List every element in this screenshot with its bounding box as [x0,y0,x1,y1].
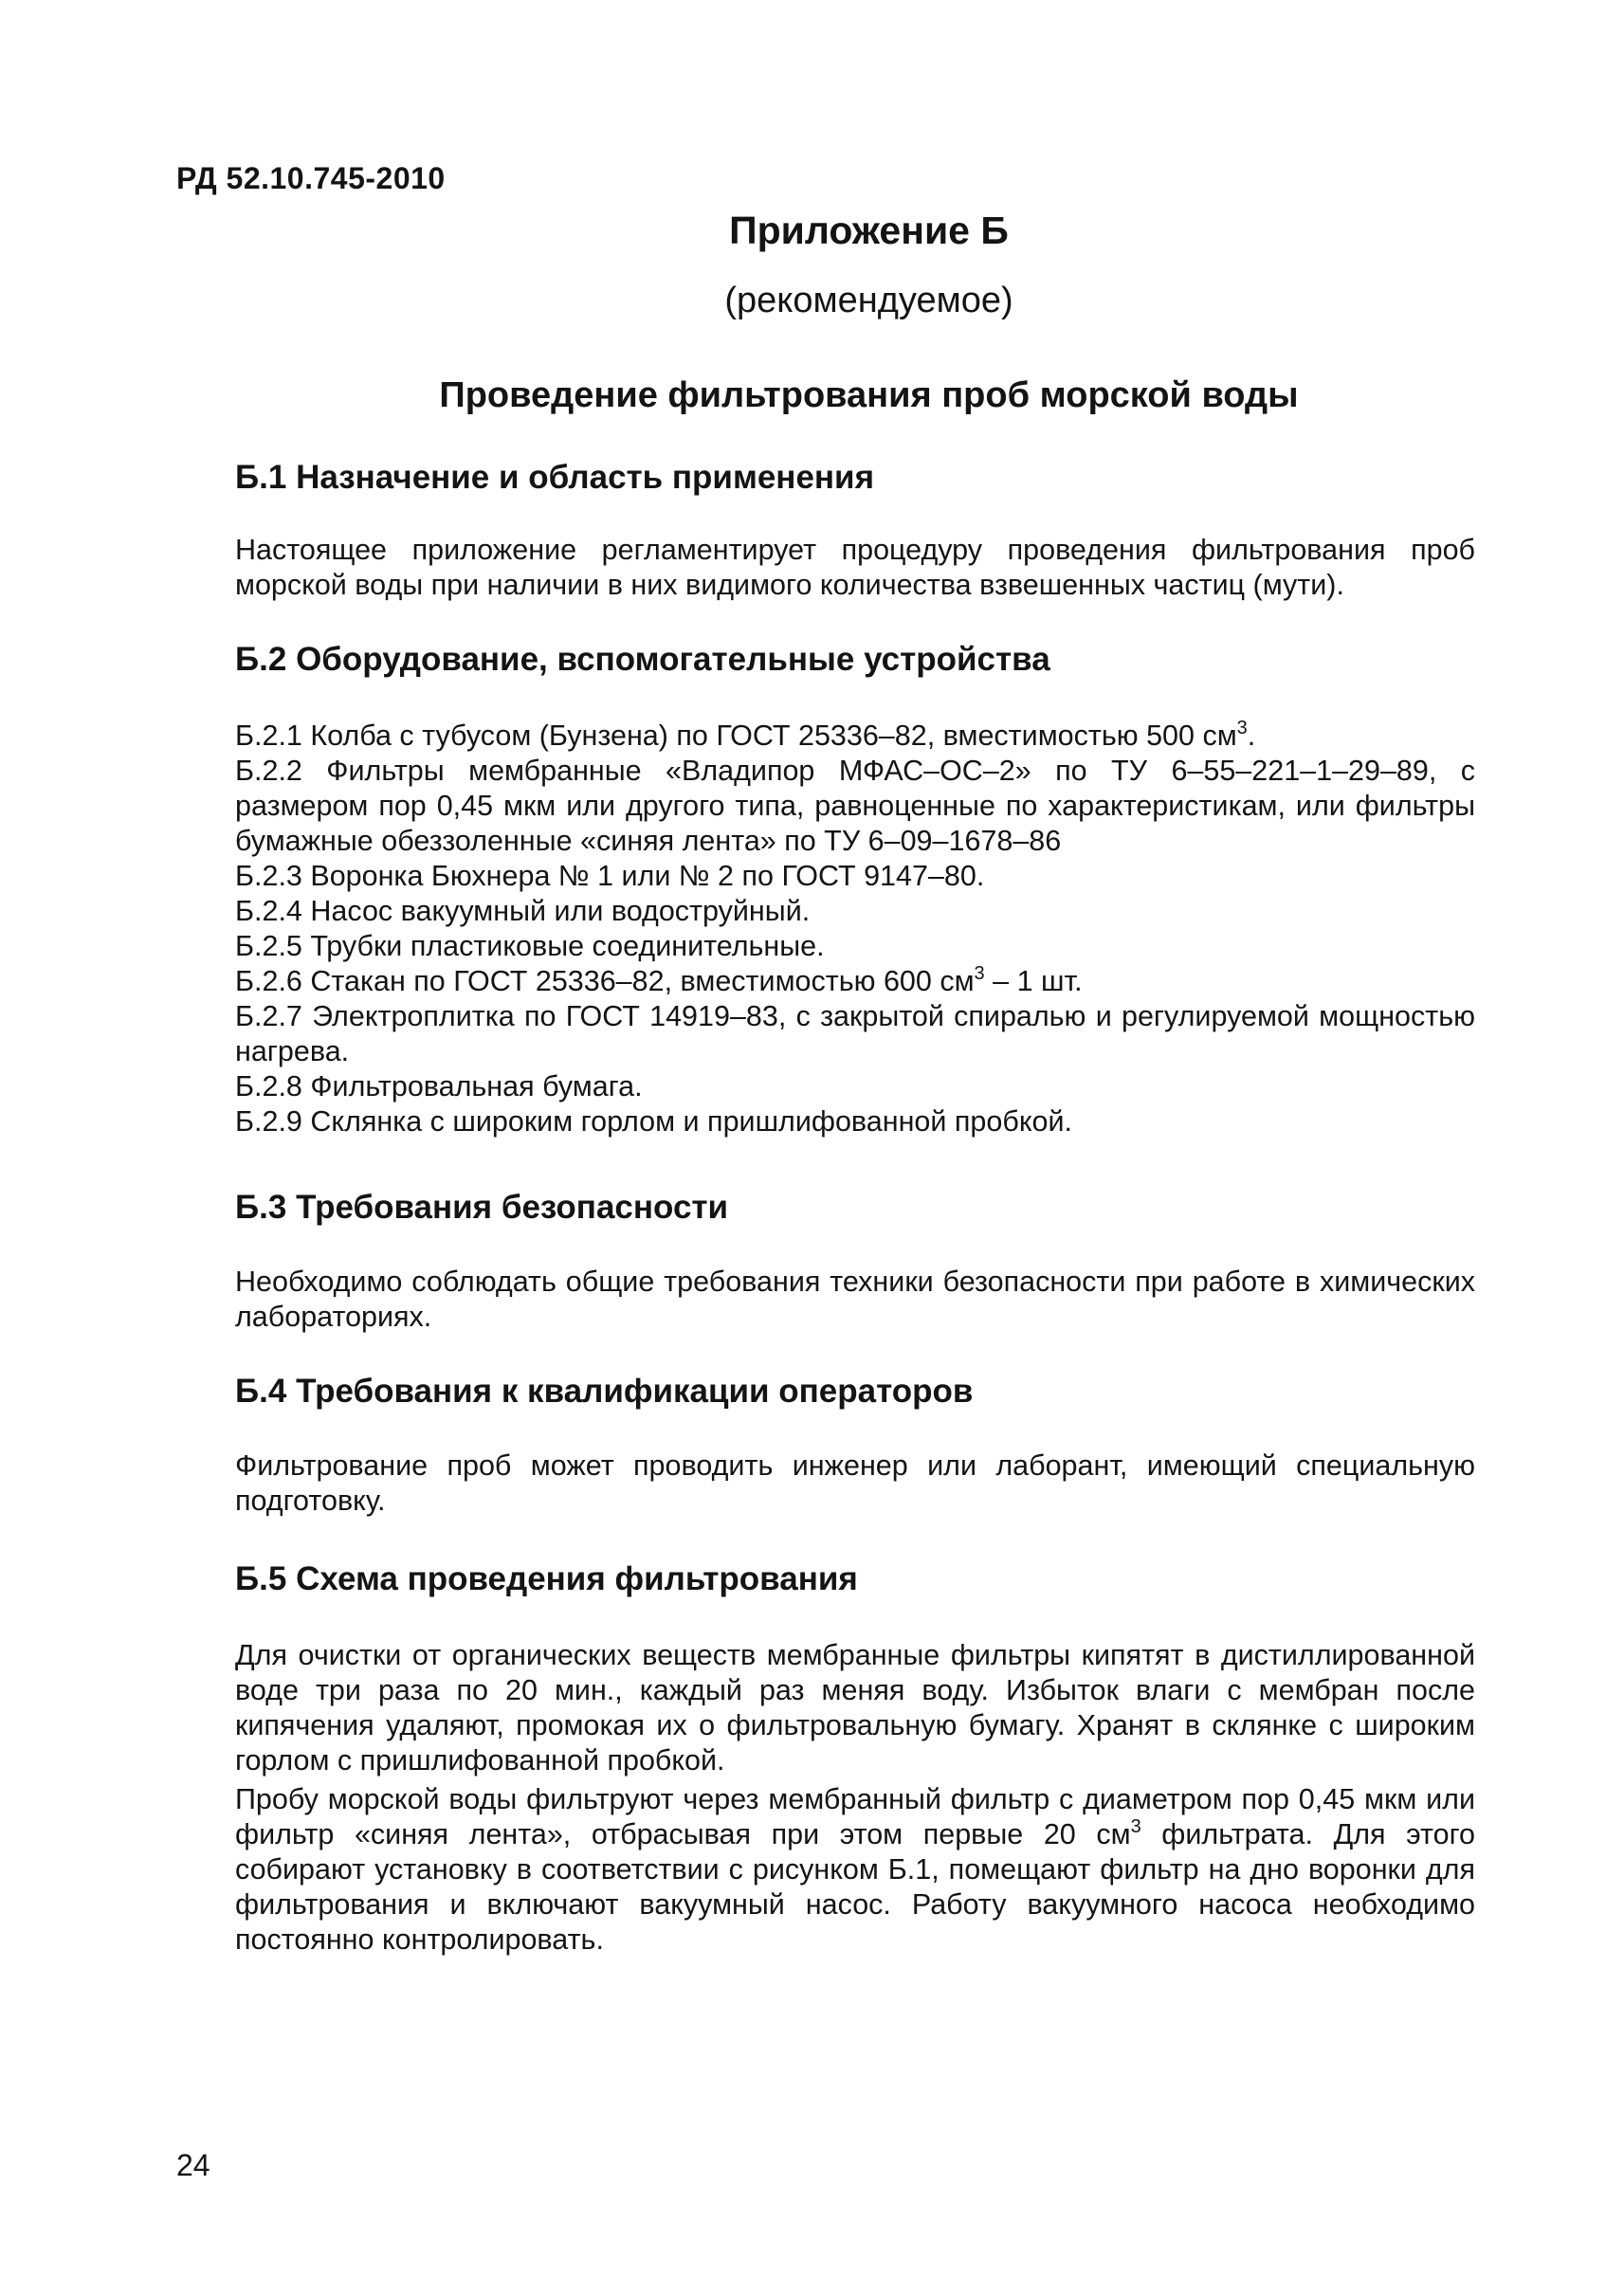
equipment-list [235,719,1475,1139]
section-text-b5-p2: Пробу морской воды фильтруют через мембранный фильтр с диаметром пор 0,45 мкм или фильтр «синяя лента», отбрасывая при этом первые 20 $см^3$ фильтрата. Для этого собирают установку в соответствии с рисунком Б.1, помещают фильтр на дно воронки для фильтрования и включают вакуумный насос. Работу вакуумного насоса необходимо постоянно контролировать. [235,1783,1476,1956]
list-item: Б.2.9 Склянка с широким горлом и пришлифованной пробкой. [235,1105,1072,1138]
list-item: Б.2.7 Электроплитка по ГОСТ 14919–83, с закрытой спиралью и регулируемой мощностью нагрева. [235,1000,1475,1067]
section-heading-b4: Б.4 Требования к квалификации операторов [235,1373,974,1410]
list-item: Б.2.6 Стакан по ГОСТ 25336–82, вместимостью 600 $см^3 - 1$ шт. [235,963,1083,997]
list-item: Б.2.1 Колба с тубусом (Бунзена) по ГОСТ 25336–82, вместимостью 500 $см^3$. [235,718,1256,752]
appendix-type: (рекомендуемое) [724,281,1013,320]
section-text-b3: Необходимо соблюдать общие требования техники безопасности при работе в химических лабораториях. [235,1266,1475,1333]
section-heading-b2: Б.2 Оборудование, вспомогательные устройства [235,641,1050,678]
page-number: 24 [176,2148,210,2182]
list-item: Б.2.2 Фильтры мембранные «Владипор МФАС–ОС–2» по ТУ 6–55–221–1–29–89, с размером пор 0,45 мкм или другого типа, равноценные по характеристикам, или фильтры бумажные обеззоленные «синяя лента» по ТУ 6–09–1678–86 [235,755,1475,857]
list-item: Б.2.3 Воронка Бюхнера № 1 или № 2 по ГОСТ 9147–80. [235,860,985,892]
section-heading-b5: Б.5 Схема проведения фильтрования [235,1560,858,1597]
document-code: РД 52.10.745-2010 [176,161,446,195]
list-item: Б.2.8 Фильтровальная бумага. [235,1070,643,1102]
appendix-title: Приложение Б [729,209,1009,252]
list-item: Б.2.5 Трубки пластиковые соединительные. [235,930,825,962]
section-text-b4: Фильтрование проб может проводить инженер или лаборант, имеющий специальную подготовку. [235,1449,1475,1517]
list-item: Б.2.4 Насос вакуумный или водоструйный. [235,895,811,927]
section-heading-b1: Б.1 Назначение и область применения [235,459,874,496]
page-title: Проведение фильтрования проб морской воды [439,375,1299,415]
section-heading-b3: Б.3 Требования безопасности [235,1189,729,1226]
section-text-b5-p1: Для очистки от органических веществ мембранные фильтры кипятят в дистиллированной воде три раза по 20 мин., каждый раз меняя воду. Избыток влаги с мембран после кипячения удаляют, промокая их о фильтровальную бумагу. Хранят в склянке с широким горлом с пришлифованной пробкой. [235,1639,1475,1777]
section-text-b1: Настоящее приложение регламентирует процедуру проведения фильтрования проб морской воды при наличии в них видимого количества взвешенных частиц (мути). [235,534,1475,601]
